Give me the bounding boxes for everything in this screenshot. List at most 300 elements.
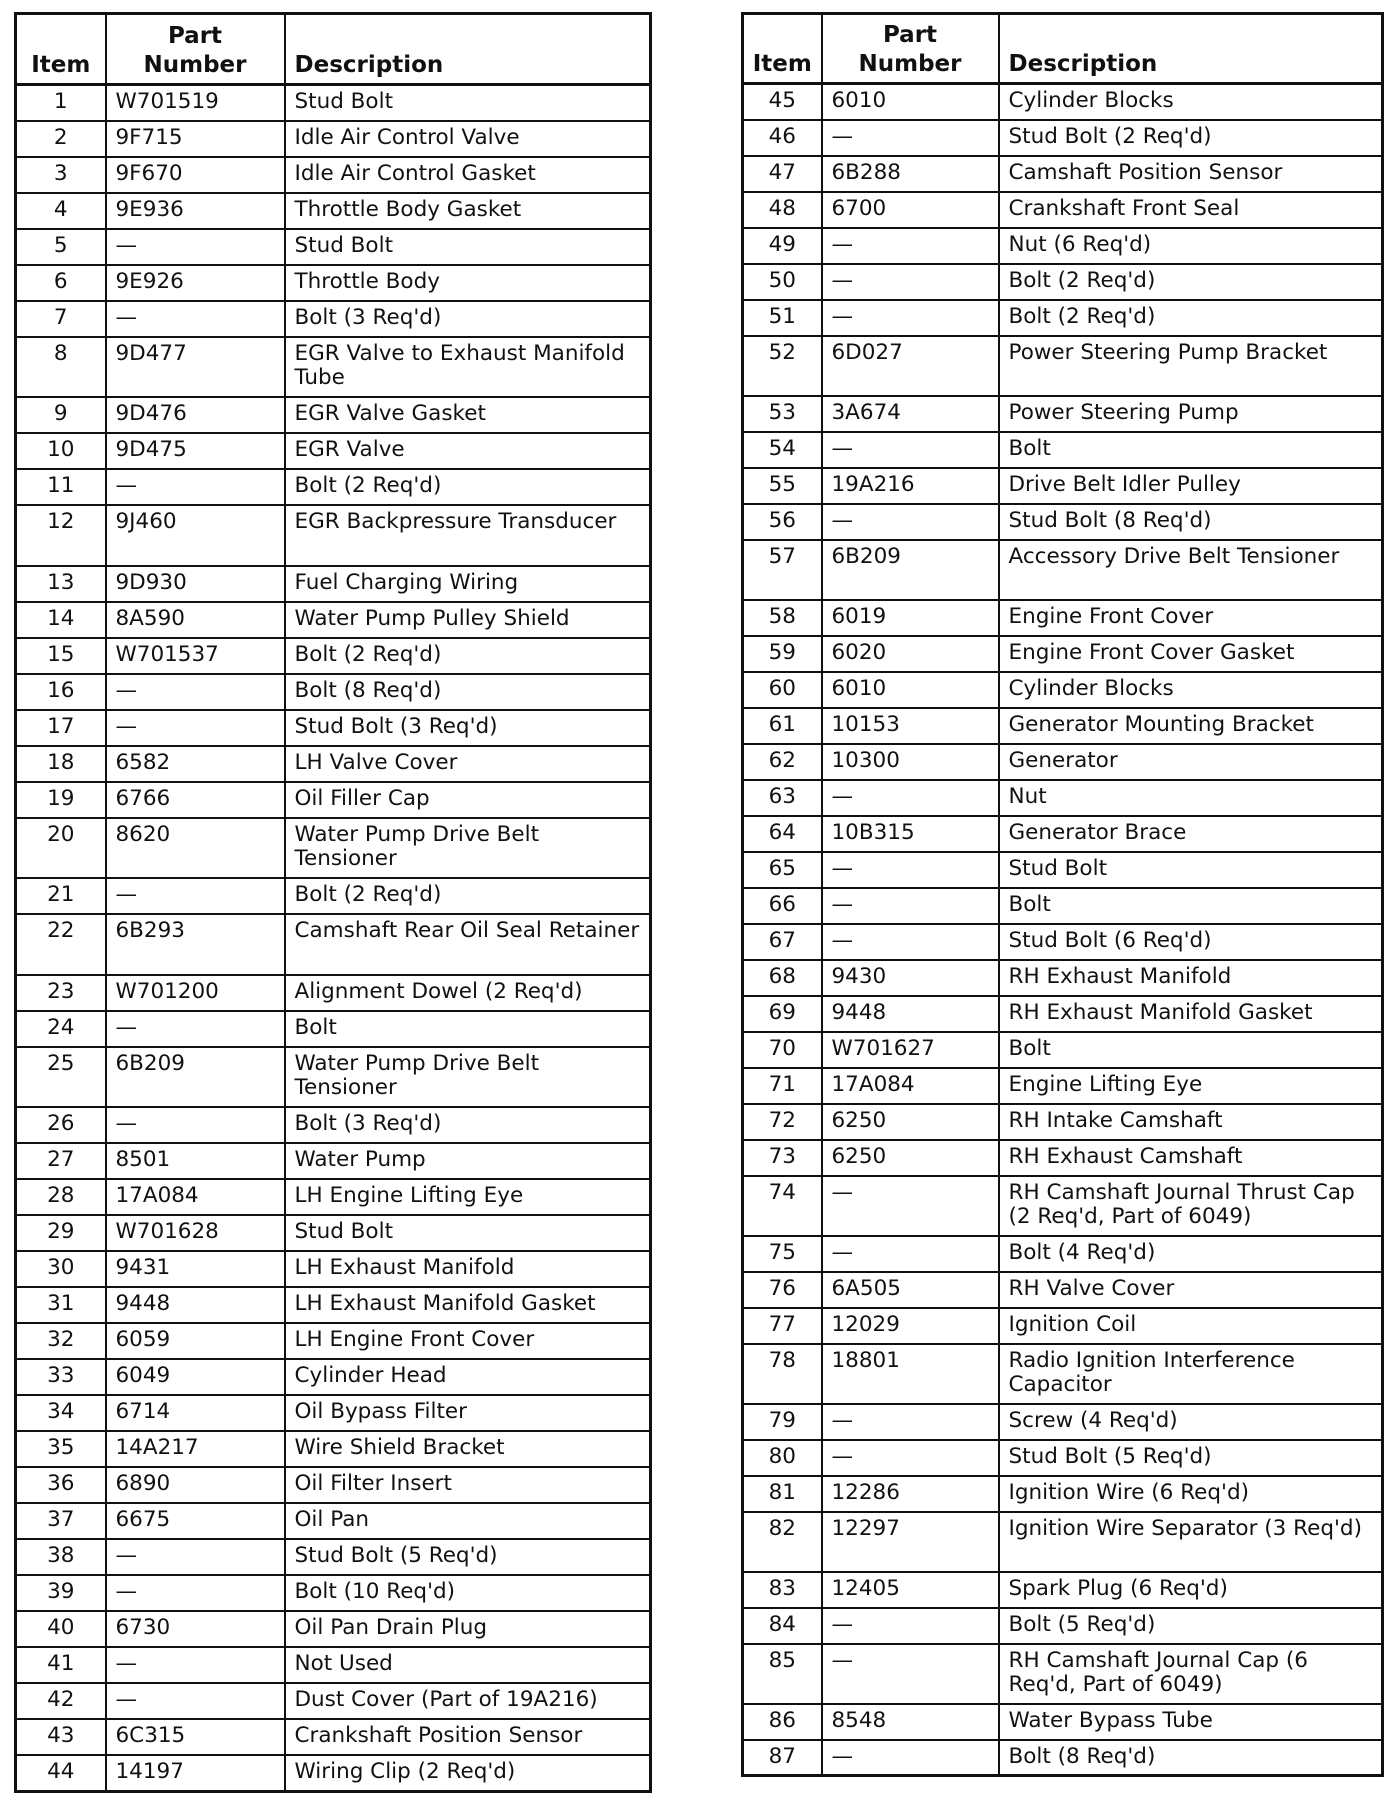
table-row (16, 265, 651, 301)
item-number-cell: 59 (743, 636, 822, 672)
table-row (743, 264, 1383, 300)
description-cell: Bolt (999, 888, 1383, 924)
part-number-cell: 6B209 (822, 540, 999, 600)
item-number-cell: 5 (16, 229, 106, 265)
table-row (16, 602, 651, 638)
table-row (16, 1047, 651, 1108)
part-number-cell: 10300 (822, 744, 999, 780)
description-cell: LH Engine Front Cover (285, 1323, 651, 1359)
description-cell: Bolt (999, 432, 1383, 468)
item-number-cell: 28 (16, 1179, 106, 1215)
description-cell: Stud Bolt (2 Req'd) (999, 120, 1383, 156)
item-number-cell: 74 (743, 1176, 822, 1236)
table-row (16, 566, 651, 602)
table-row (16, 1395, 651, 1431)
item-number-cell: 84 (743, 1608, 822, 1644)
part-number-cell: 6D027 (822, 336, 999, 396)
part-number-cell: 9D930 (106, 566, 285, 602)
item-number-cell: 34 (16, 1395, 106, 1431)
description-cell: Power Steering Pump Bracket (999, 336, 1383, 396)
description-cell: LH Engine Lifting Eye (285, 1179, 651, 1215)
item-number-cell: 1 (16, 85, 106, 121)
item-number-cell: 75 (743, 1236, 822, 1272)
table-row (743, 1272, 1383, 1308)
description-cell: Screw (4 Req'd) (999, 1404, 1383, 1440)
table-row (743, 192, 1383, 228)
part-number-cell: 8501 (106, 1143, 285, 1179)
part-number-cell: W701200 (106, 975, 285, 1011)
item-number-cell: 3 (16, 157, 106, 193)
table-row (16, 301, 651, 337)
part-number-cell: 10153 (822, 708, 999, 744)
table-row (16, 157, 651, 193)
item-number-cell: 7 (16, 301, 106, 337)
part-number-cell: — (822, 228, 999, 264)
item-number-cell: 17 (16, 710, 106, 746)
parts-table-left (14, 12, 652, 1793)
description-cell: EGR Valve (285, 433, 651, 469)
table-row (743, 1704, 1383, 1740)
item-number-cell: 85 (743, 1644, 822, 1704)
description-cell: Engine Front Cover Gasket (999, 636, 1383, 672)
item-number-cell: 79 (743, 1404, 822, 1440)
description-cell: Stud Bolt (999, 852, 1383, 888)
item-number-cell: 45 (743, 84, 822, 120)
part-number-cell: 10B315 (822, 816, 999, 852)
table-row (16, 1755, 651, 1791)
item-number-cell: 72 (743, 1104, 822, 1140)
part-number-cell: 6B288 (822, 156, 999, 192)
item-number-cell: 11 (16, 469, 106, 505)
description-cell: Dust Cover (Part of 19A216) (285, 1683, 651, 1719)
item-number-cell: 19 (16, 782, 106, 818)
item-number-cell: 22 (16, 914, 106, 975)
description-cell: Oil Filter Insert (285, 1467, 651, 1503)
table-row (743, 1740, 1383, 1776)
item-column-header: Item (743, 14, 822, 84)
part-number-cell: 9D476 (106, 397, 285, 433)
item-number-cell: 51 (743, 300, 822, 336)
description-cell: Crankshaft Front Seal (999, 192, 1383, 228)
item-number-cell: 32 (16, 1323, 106, 1359)
part-number-cell: 8548 (822, 1704, 999, 1740)
part-number-column-header: Part Number (106, 14, 285, 85)
part-number-cell: 19A216 (822, 468, 999, 504)
description-cell: Power Steering Pump (999, 396, 1383, 432)
part-number-cell: 6B293 (106, 914, 285, 975)
description-cell: Generator (999, 744, 1383, 780)
table-header-row (16, 14, 651, 85)
part-number-cell: — (822, 852, 999, 888)
item-number-cell: 53 (743, 396, 822, 432)
description-cell: Generator Brace (999, 816, 1383, 852)
table-row (743, 468, 1383, 504)
part-number-cell: — (822, 120, 999, 156)
part-number-cell: 17A084 (106, 1179, 285, 1215)
description-cell: LH Valve Cover (285, 746, 651, 782)
item-number-cell: 65 (743, 852, 822, 888)
item-number-cell: 35 (16, 1431, 106, 1467)
description-cell: Bolt (10 Req'd) (285, 1575, 651, 1611)
item-number-cell: 23 (16, 975, 106, 1011)
item-number-cell: 8 (16, 337, 106, 398)
part-number-cell: — (822, 432, 999, 468)
part-number-cell: — (106, 674, 285, 710)
part-number-cell: — (106, 1107, 285, 1143)
table-row (16, 1503, 651, 1539)
table-row (743, 672, 1383, 708)
part-number-cell: 6250 (822, 1104, 999, 1140)
part-number-cell: 6675 (106, 1503, 285, 1539)
item-number-cell: 10 (16, 433, 106, 469)
part-number-cell: 9J460 (106, 505, 285, 566)
table-row (743, 396, 1383, 432)
table-row (16, 878, 651, 914)
part-number-cell: — (822, 888, 999, 924)
part-number-cell: — (106, 1575, 285, 1611)
table-row (743, 888, 1383, 924)
part-number-cell: — (822, 1740, 999, 1776)
part-number-cell: 9D477 (106, 337, 285, 398)
table-row (743, 1608, 1383, 1644)
description-cell: Idle Air Control Valve (285, 121, 651, 157)
table-row (16, 1719, 651, 1755)
part-number-cell: 6250 (822, 1140, 999, 1176)
description-cell: Oil Pan (285, 1503, 651, 1539)
part-number-cell: 3A674 (822, 396, 999, 432)
table-row (16, 1179, 651, 1215)
item-number-cell: 9 (16, 397, 106, 433)
part-number-cell: 9430 (822, 960, 999, 996)
description-cell: Engine Lifting Eye (999, 1068, 1383, 1104)
table-row (16, 1287, 651, 1323)
description-cell: Water Bypass Tube (999, 1704, 1383, 1740)
part-number-cell: 6059 (106, 1323, 285, 1359)
table-row (743, 996, 1383, 1032)
table-row (743, 924, 1383, 960)
item-number-cell: 15 (16, 638, 106, 674)
table-row (743, 432, 1383, 468)
item-number-cell: 61 (743, 708, 822, 744)
part-number-cell: — (822, 1236, 999, 1272)
description-cell: Bolt (2 Req'd) (285, 469, 651, 505)
item-number-cell: 55 (743, 468, 822, 504)
table-row (16, 433, 651, 469)
description-cell: Bolt (3 Req'd) (285, 301, 651, 337)
item-number-cell: 54 (743, 432, 822, 468)
part-number-cell: 9431 (106, 1251, 285, 1287)
description-cell: LH Exhaust Manifold Gasket (285, 1287, 651, 1323)
description-cell: Oil Pan Drain Plug (285, 1611, 651, 1647)
table-row (16, 229, 651, 265)
table-row (16, 505, 651, 566)
table-row (16, 818, 651, 879)
table-row (743, 1644, 1383, 1704)
part-number-cell: 6020 (822, 636, 999, 672)
table-row (16, 674, 651, 710)
description-cell: Bolt (8 Req'd) (999, 1740, 1383, 1776)
description-cell: Ignition Wire Separator (3 Req'd) (999, 1512, 1383, 1572)
table-row (16, 1431, 651, 1467)
description-cell: Ignition Wire (6 Req'd) (999, 1476, 1383, 1512)
table-row (743, 300, 1383, 336)
item-number-cell: 80 (743, 1440, 822, 1476)
part-number-cell: W701627 (822, 1032, 999, 1068)
part-number-cell: 6010 (822, 84, 999, 120)
table-row (743, 852, 1383, 888)
table-header-row (743, 14, 1383, 84)
item-number-cell: 18 (16, 746, 106, 782)
item-number-cell: 20 (16, 818, 106, 879)
part-number-cell: — (106, 469, 285, 505)
part-number-cell: — (106, 1011, 285, 1047)
description-cell: RH Exhaust Camshaft (999, 1140, 1383, 1176)
part-number-cell: — (106, 1539, 285, 1575)
part-number-cell: 9F715 (106, 121, 285, 157)
description-cell: Stud Bolt (3 Req'd) (285, 710, 651, 746)
item-number-cell: 57 (743, 540, 822, 600)
table-row (743, 228, 1383, 264)
part-number-cell: 9D475 (106, 433, 285, 469)
table-row (743, 120, 1383, 156)
description-cell: Radio Ignition Interference Capacitor (999, 1344, 1383, 1404)
part-number-cell: 6B209 (106, 1047, 285, 1108)
table-row (743, 1308, 1383, 1344)
part-number-cell: 9E926 (106, 265, 285, 301)
item-number-cell: 26 (16, 1107, 106, 1143)
description-cell: EGR Backpressure Transducer (285, 505, 651, 566)
table-row (743, 1572, 1383, 1608)
part-number-cell: 14A217 (106, 1431, 285, 1467)
table-row (743, 816, 1383, 852)
part-number-cell: 6766 (106, 782, 285, 818)
table-row (16, 710, 651, 746)
table-row (743, 156, 1383, 192)
part-number-cell: W701628 (106, 1215, 285, 1251)
description-cell: Stud Bolt (285, 85, 651, 121)
part-number-cell: 6714 (106, 1395, 285, 1431)
description-cell: Crankshaft Position Sensor (285, 1719, 651, 1755)
table-row (743, 1176, 1383, 1236)
part-number-cell: 6C315 (106, 1719, 285, 1755)
table-row (16, 975, 651, 1011)
description-cell: Nut (999, 780, 1383, 816)
item-number-cell: 63 (743, 780, 822, 816)
description-cell: Bolt (4 Req'd) (999, 1236, 1383, 1272)
item-number-cell: 86 (743, 1704, 822, 1740)
description-cell: Oil Filler Cap (285, 782, 651, 818)
part-number-cell: — (822, 780, 999, 816)
part-number-cell: 9448 (106, 1287, 285, 1323)
description-cell: RH Camshaft Journal Cap (6 Req'd, Part of 6049) (999, 1644, 1383, 1704)
item-number-cell: 62 (743, 744, 822, 780)
parts-table-right (741, 12, 1384, 1777)
parts-table-right-body (743, 84, 1383, 1776)
table-row (743, 744, 1383, 780)
item-number-cell: 66 (743, 888, 822, 924)
part-number-cell: 9E936 (106, 193, 285, 229)
table-row (743, 1476, 1383, 1512)
description-cell: Bolt (285, 1011, 651, 1047)
item-number-cell: 12 (16, 505, 106, 566)
description-cell: Camshaft Position Sensor (999, 156, 1383, 192)
description-cell: Cylinder Blocks (999, 672, 1383, 708)
part-number-cell: 8620 (106, 818, 285, 879)
item-number-cell: 78 (743, 1344, 822, 1404)
description-cell: RH Exhaust Manifold (999, 960, 1383, 996)
item-number-cell: 70 (743, 1032, 822, 1068)
description-cell: Drive Belt Idler Pulley (999, 468, 1383, 504)
table-row (16, 1467, 651, 1503)
part-number-cell: — (106, 1683, 285, 1719)
table-row (743, 1032, 1383, 1068)
parts-table-left-body (16, 85, 651, 1792)
table-row (16, 1359, 651, 1395)
part-number-cell: 12286 (822, 1476, 999, 1512)
part-number-cell: — (822, 300, 999, 336)
description-cell: Bolt (2 Req'd) (999, 264, 1383, 300)
table-row (16, 1323, 651, 1359)
description-cell: Generator Mounting Bracket (999, 708, 1383, 744)
description-cell: Stud Bolt (285, 1215, 651, 1251)
table-row (16, 193, 651, 229)
description-cell: Throttle Body (285, 265, 651, 301)
description-cell: Bolt (5 Req'd) (999, 1608, 1383, 1644)
part-number-cell: 6582 (106, 746, 285, 782)
item-number-cell: 4 (16, 193, 106, 229)
description-cell: Fuel Charging Wiring (285, 566, 651, 602)
part-number-cell: — (822, 1608, 999, 1644)
item-number-cell: 67 (743, 924, 822, 960)
part-number-cell: — (106, 1647, 285, 1683)
description-cell: Oil Bypass Filter (285, 1395, 651, 1431)
item-number-cell: 47 (743, 156, 822, 192)
item-number-cell: 60 (743, 672, 822, 708)
item-column-header: Item (16, 14, 106, 85)
table-row (16, 1011, 651, 1047)
description-cell: Stud Bolt (8 Req'd) (999, 504, 1383, 540)
item-number-cell: 83 (743, 1572, 822, 1608)
description-cell: Stud Bolt (5 Req'd) (999, 1440, 1383, 1476)
item-number-cell: 38 (16, 1539, 106, 1575)
item-number-cell: 6 (16, 265, 106, 301)
description-cell: Throttle Body Gasket (285, 193, 651, 229)
part-number-cell: — (822, 1404, 999, 1440)
description-cell: Ignition Coil (999, 1308, 1383, 1344)
item-number-cell: 76 (743, 1272, 822, 1308)
part-number-cell: 17A084 (822, 1068, 999, 1104)
part-number-cell: 12297 (822, 1512, 999, 1572)
item-number-cell: 27 (16, 1143, 106, 1179)
part-number-cell: — (106, 878, 285, 914)
item-number-cell: 40 (16, 1611, 106, 1647)
part-number-cell: 12405 (822, 1572, 999, 1608)
table-row (743, 1344, 1383, 1404)
part-number-cell: — (822, 264, 999, 300)
description-cell: RH Camshaft Journal Thrust Cap (2 Req'd, Part of 6049) (999, 1176, 1383, 1236)
part-number-cell: — (822, 924, 999, 960)
table-row (743, 1404, 1383, 1440)
item-number-cell: 77 (743, 1308, 822, 1344)
part-number-cell: — (822, 1176, 999, 1236)
description-cell: Wiring Clip (2 Req'd) (285, 1755, 651, 1791)
item-number-cell: 50 (743, 264, 822, 300)
table-row (16, 638, 651, 674)
table-row (16, 1107, 651, 1143)
table-row (743, 1140, 1383, 1176)
item-number-cell: 44 (16, 1755, 106, 1791)
part-number-cell: W701537 (106, 638, 285, 674)
part-number-cell: — (822, 504, 999, 540)
item-number-cell: 82 (743, 1512, 822, 1572)
table-row (743, 1068, 1383, 1104)
description-column-header: Description (999, 14, 1383, 84)
description-cell: Cylinder Head (285, 1359, 651, 1395)
table-row (16, 746, 651, 782)
table-row (16, 121, 651, 157)
item-number-cell: 37 (16, 1503, 106, 1539)
item-number-cell: 49 (743, 228, 822, 264)
table-row (16, 1215, 651, 1251)
description-cell: Bolt (3 Req'd) (285, 1107, 651, 1143)
table-row (16, 1683, 651, 1719)
part-number-cell: 9F670 (106, 157, 285, 193)
part-number-cell: — (106, 229, 285, 265)
description-cell: Nut (6 Req'd) (999, 228, 1383, 264)
table-row (16, 782, 651, 818)
part-number-cell: 6890 (106, 1467, 285, 1503)
item-number-cell: 43 (16, 1719, 106, 1755)
table-row (743, 636, 1383, 672)
item-number-cell: 46 (743, 120, 822, 156)
part-number-cell: 8A590 (106, 602, 285, 638)
description-cell: RH Intake Camshaft (999, 1104, 1383, 1140)
table-row (16, 1611, 651, 1647)
description-cell: Not Used (285, 1647, 651, 1683)
item-number-cell: 69 (743, 996, 822, 1032)
item-number-cell: 29 (16, 1215, 106, 1251)
item-number-cell: 41 (16, 1647, 106, 1683)
table-row (16, 397, 651, 433)
part-number-cell: 6010 (822, 672, 999, 708)
description-cell: Stud Bolt (285, 229, 651, 265)
part-number-cell: 6700 (822, 192, 999, 228)
item-number-cell: 81 (743, 1476, 822, 1512)
description-cell: Stud Bolt (5 Req'd) (285, 1539, 651, 1575)
table-row (743, 540, 1383, 600)
part-number-cell: 6730 (106, 1611, 285, 1647)
table-row (743, 84, 1383, 120)
table-row (16, 1575, 651, 1611)
table-row (16, 337, 651, 398)
part-number-cell: — (106, 710, 285, 746)
part-number-cell: 9448 (822, 996, 999, 1032)
description-cell: Bolt (2 Req'd) (999, 300, 1383, 336)
item-number-cell: 48 (743, 192, 822, 228)
table-row (743, 1440, 1383, 1476)
item-number-cell: 64 (743, 816, 822, 852)
item-number-cell: 73 (743, 1140, 822, 1176)
table-row (16, 85, 651, 121)
part-number-cell: — (822, 1644, 999, 1704)
description-cell: Water Pump Drive Belt Tensioner (285, 1047, 651, 1108)
description-cell: RH Valve Cover (999, 1272, 1383, 1308)
item-number-cell: 42 (16, 1683, 106, 1719)
table-row (743, 336, 1383, 396)
table-row (743, 1104, 1383, 1140)
table-row (743, 780, 1383, 816)
description-cell: Stud Bolt (6 Req'd) (999, 924, 1383, 960)
